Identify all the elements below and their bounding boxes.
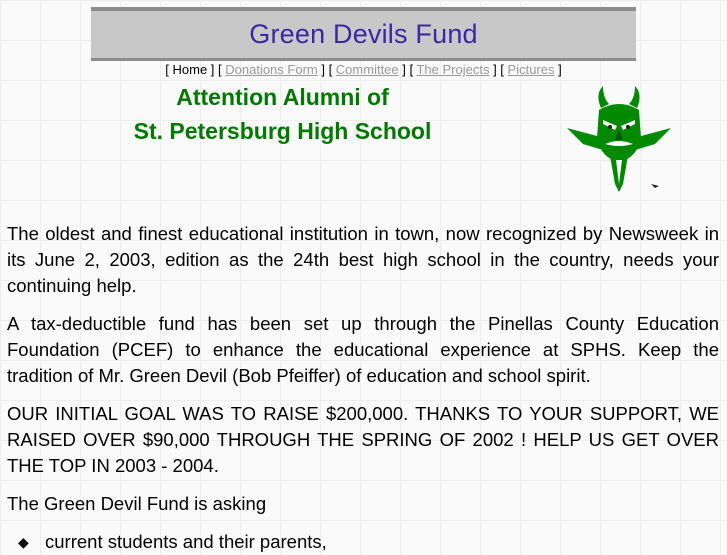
fund-paragraph: A tax-deductible fund has been set up through the Pinellas County Education Foundation (PCEF) to enhance the educational experience at SPHS. Keep the tradition of Mr. Green Devil (Bob Pfeiffer) of education and school spirit. [7, 313, 719, 386]
nav-donations-form[interactable]: Donations Form [225, 62, 318, 77]
nav-home[interactable]: Home [172, 62, 208, 77]
nav-bar: [ Home ] [ Donations Form ] [ Committee ] [ The Projects ] [ Pictures ] [165, 62, 562, 77]
nav-the-projects[interactable]: The Projects [416, 62, 490, 77]
page-title: Green Devils Fund [249, 19, 478, 49]
nav-pictures[interactable]: Pictures [507, 62, 555, 77]
headline [0, 80, 565, 148]
diamond-bullet-icon: ◆ [18, 534, 29, 550]
goal-paragraph: OUR INITIAL GOAL WAS TO RAISE $200,000. THANKS TO YOUR SUPPORT, WE RAISED OVER $90,000 THROUGH THE SPRING OF 2002 ! HELP US GET OVER THE TOP IN 2003 - 2004. [7, 403, 719, 476]
intro-paragraph: The oldest and finest educational institution in town, now recognized by Newsweek in its June 2, 2003, edition as the 24th best high school in the country, needs your continuing help. [7, 223, 719, 296]
headline-line2: St. Petersburg High School [133, 118, 432, 144]
main-content [7, 221, 719, 555]
header-banner [91, 7, 636, 61]
nav-committee[interactable]: Committee [335, 62, 399, 77]
headline-line1: Attention Alumni of [176, 84, 389, 110]
list-item [7, 529, 719, 555]
asking-paragraph: The Green Devil Fund is asking [7, 493, 267, 514]
list-item-text: current students and their parents, [45, 531, 327, 552]
green-devil-mascot-icon [563, 84, 675, 196]
